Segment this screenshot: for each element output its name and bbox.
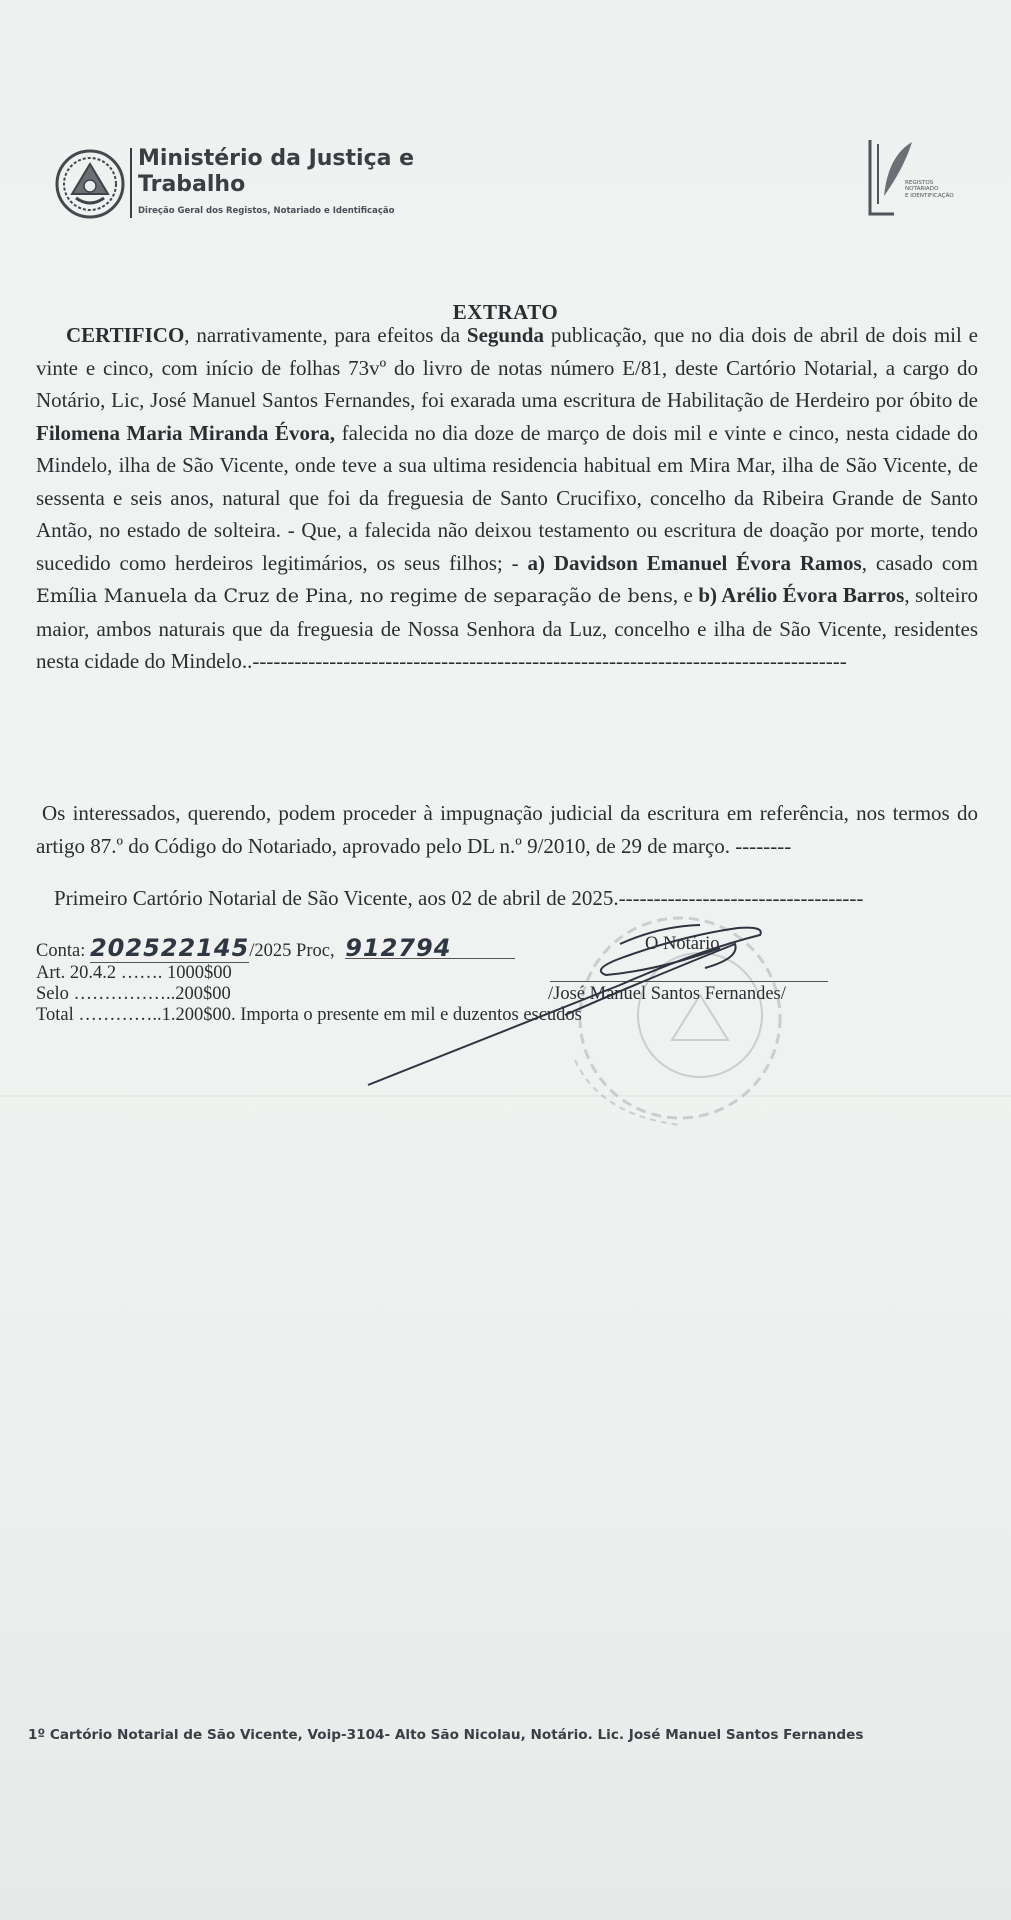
- account-number: 202522145: [89, 934, 250, 962]
- registry-logo-line3: E IDENTIFICAÇÃO: [905, 192, 954, 199]
- fee-art-line: Art. 20.4.2 ……. 1000$00: [36, 963, 232, 983]
- deceased-name: Filomena Maria Miranda Évora,: [36, 420, 336, 445]
- impugnation-paragraph: Os interessados, querendo, podem proceder à impugnação judicial da escritura em referência, nos termos do artigo 87.º do Código do Notariado, aprovado pelo DL n.º 9/2010, de 29 de março. --------: [36, 801, 978, 858]
- account-line: [36, 934, 515, 962]
- registry-logo-line2: NOTARIADO: [905, 186, 939, 193]
- para1-text-c: falecida no dia doze de março de dois mil e vinte e cinco, nesta cidade do Mindelo, ilha de São Vicente, onde teve a sua ultima residencia habitual em Mira Mar, ilha de São Vicente, de sessenta e seis anos, natural que foi da freguesia de Santo Crucifixo, concelho da Ribeira Grande de Santo Antão, no estado de solteira. - Que, a falecida não deixou testamento ou escritura de doação por morte, tendo sucedido como herdeiros legitimários, os seus filhos; -: [36, 420, 978, 575]
- fee-selo-line: Selo ……………..200$00: [36, 984, 231, 1004]
- certifico-word: CERTIFICO: [66, 323, 185, 347]
- notary-label: O Notário: [645, 934, 720, 954]
- ministry-name-line1: Ministério da Justiça e: [138, 146, 415, 171]
- coat-of-arms-icon: [52, 146, 128, 222]
- signature-line: [550, 981, 828, 982]
- feather-quill-icon: [864, 134, 914, 218]
- paper-fold: [0, 1095, 1011, 1097]
- notary-name: /José Manuel Santos Fernandes/: [548, 984, 786, 1004]
- document-title: EXTRATO: [452, 300, 559, 324]
- fee-total-line: Total …………..1.200$00. Importa o presente em mil e duzentos escudos: [36, 1005, 582, 1025]
- logo-divider: [130, 148, 132, 218]
- footer-address: 1º Cartório Notarial de São Vicente, Voip-3104- Alto São Nicolau, Notário. Lic. José Manuel Santos Fernandes: [28, 1727, 864, 1743]
- directorate-subtitle: Direção Geral dos Registos, Notariado e Identificação: [138, 206, 395, 216]
- spouse-details: Emília Manuela da Cruz de Pina, no regime de separação de bens: [36, 585, 673, 607]
- process-number: 912794: [345, 938, 515, 959]
- account-year: /2025 Proc,: [249, 941, 335, 961]
- ministry-name-line2: Trabalho: [138, 172, 246, 197]
- place-date-line: Primeiro Cartório Notarial de São Vicente, aos 02 de abril de 2025.-----------------------------------: [54, 886, 864, 910]
- account-label: Conta:: [36, 941, 86, 961]
- para1-text-b: publicação, que no dia dois de abril de dois mil e vinte e cinco, com início de folhas 73vº do livro de notas número E/81, deste Cartório Notarial, a cargo do Notário, Lic, José Manuel Santos Fernandes, foi exarada uma escritura de Habilitação de Herdeiro por óbito de: [36, 323, 978, 412]
- para1-text-d: , casado com: [861, 550, 978, 575]
- heir-a: a) Davidson Emanuel Évora Ramos: [527, 550, 862, 575]
- para1-text-a: , narrativamente, para efeitos da: [184, 323, 467, 347]
- para1-text-e: , e: [672, 583, 699, 607]
- heir-b: b) Arélio Évora Barros: [698, 583, 905, 607]
- publication-number: Segunda: [466, 323, 544, 347]
- ministry-name: [138, 146, 438, 198]
- registry-logo-line1: REGISTOS: [905, 180, 934, 186]
- para1-text-f: , solteiro maior, ambos naturais que da freguesia de Nossa Senhora da Luz, concelho e ilha de São Vicente, residentes nesta cidade do Mindelo..-------------------------------------------------------------------------------------: [36, 583, 979, 673]
- registry-logo-text: [905, 180, 995, 199]
- certification-paragraph: [36, 319, 978, 678]
